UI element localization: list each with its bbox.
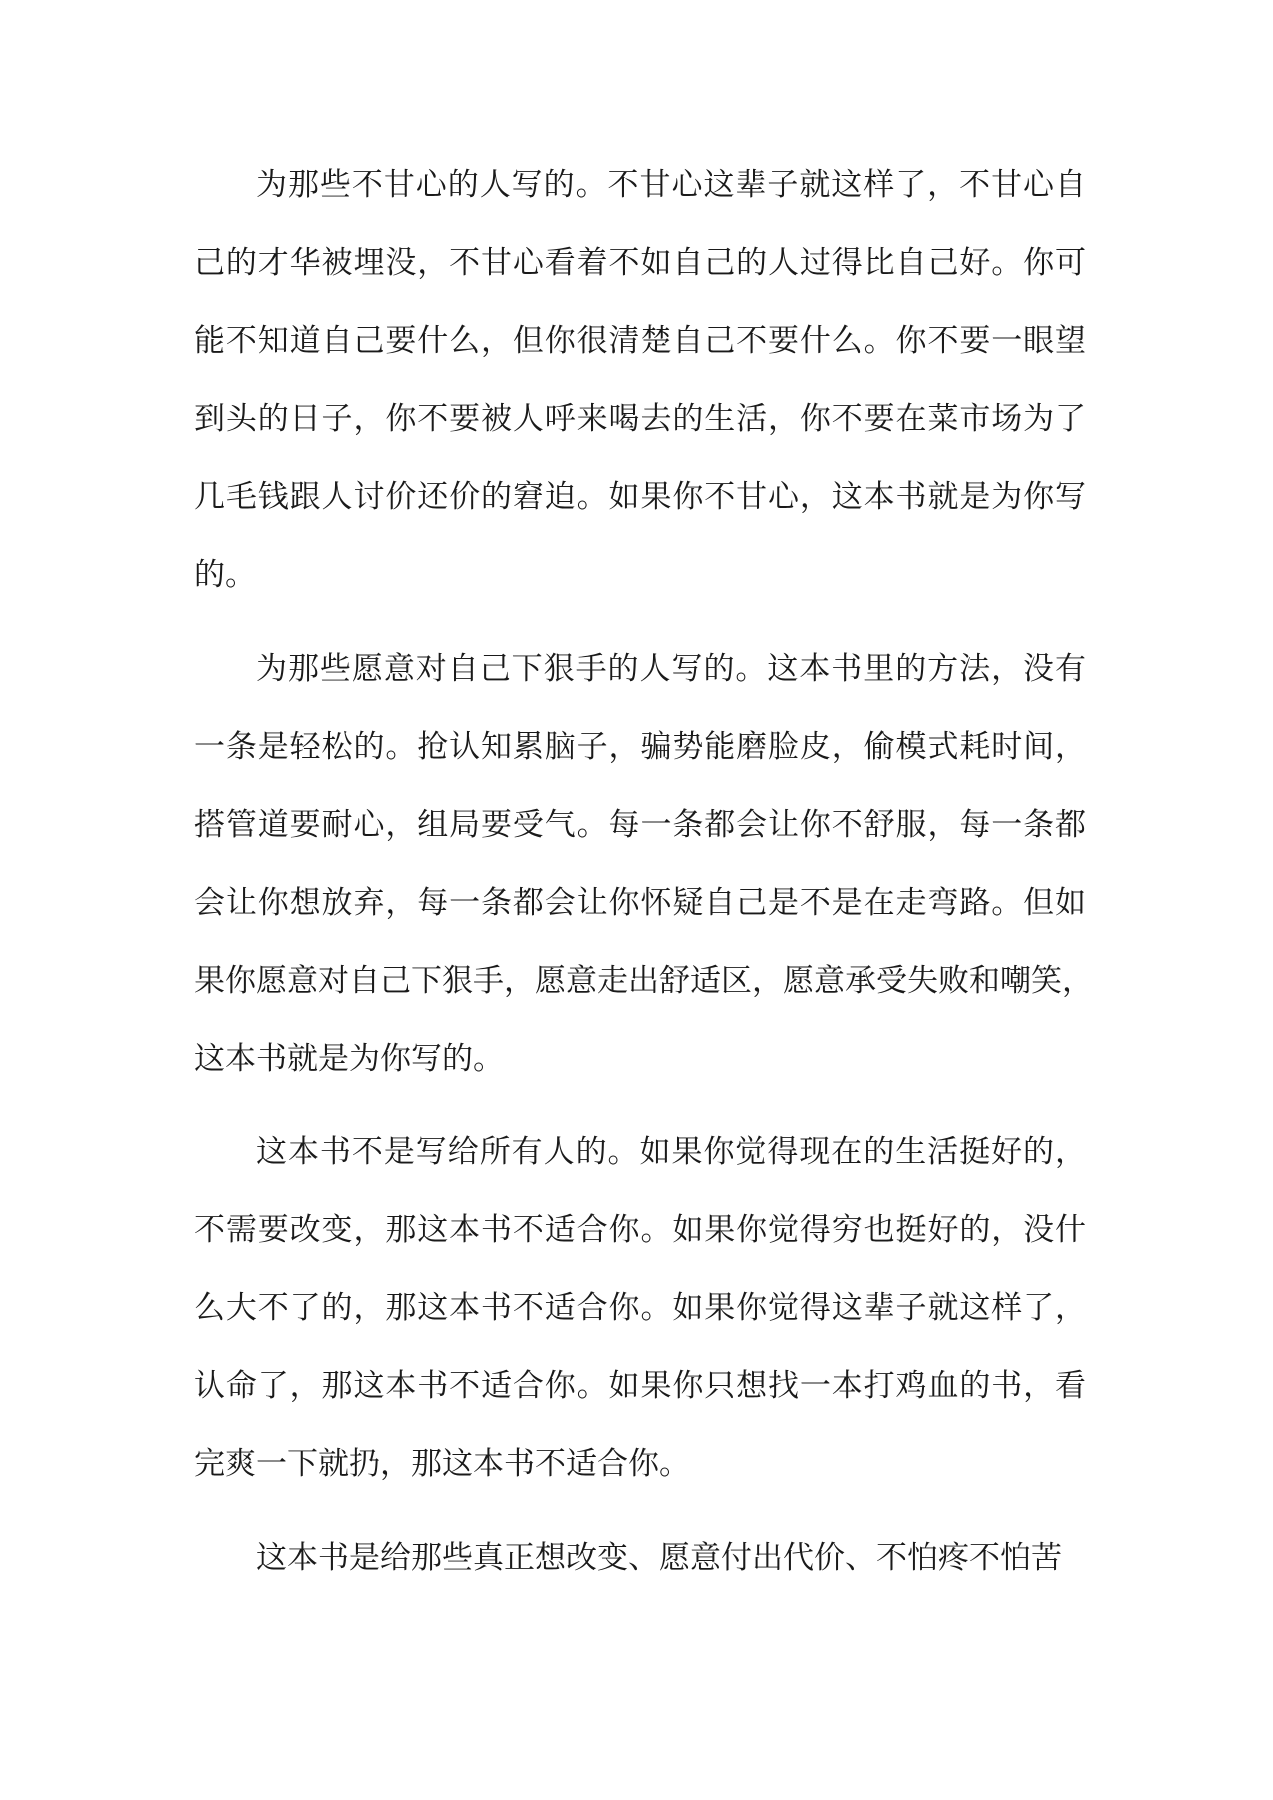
text-line: 认命了，那这本书不适合你。如果你只想找一本打鸡血的书，看 [194,1368,1086,1404]
text-line: 到头的日子，你不要被人呼来喝去的生活，你不要在菜市场为了 [194,401,1086,437]
text-line: 不需要改变，那这本书不适合你。如果你觉得穷也挺好的，没什 [194,1212,1086,1248]
text-line: 搭管道要耐心，组局要受气。每一条都会让你不舒服，每一条都 [194,806,1086,843]
text-line: 的。 [194,557,256,593]
paragraph [194,168,1086,636]
text-line: 完爽一下就扔，那这本书不适合你。 [194,1446,690,1482]
text-line: 几毛钱跟人讨价还价的窘迫。如果你不甘心，这本书就是为你写 [194,479,1086,515]
text-line: 己的才华被埋没，不甘心看着不如自己的人过得比自己好。你可 [194,245,1086,281]
paragraph [194,650,1093,1120]
text-line: 能不知道自己要什么，但你很清楚自己不要什么。你不要一眼望 [194,323,1086,359]
text-line: 么大不了的，那这本书不适合你。如果你觉得这辈子就这样了， [194,1290,1086,1326]
paragraph [194,1541,1086,1619]
text-line: 一条是轻松的。抢认知累脑子，骗势能磨脸皮，偷模式耗时间， [194,728,1086,765]
text-line: 果你愿意对自己下狠手，愿意走出舒适区，愿意承受失败和嘲笑， [194,962,1093,999]
text-line: 会让你想放弃，每一条都会让你怀疑自己是不是在走弯路。但如 [194,884,1086,921]
text-line: 这本书是给那些真正想改变、愿意付出代价、不怕疼不怕苦 [256,1539,1062,1576]
text-line: 为那些愿意对自己下狠手的人写的。这本书里的方法，没有 [256,650,1086,687]
body-text [194,167,1093,1634]
paragraph [194,1135,1086,1525]
text-line: 这本书就是为你写的。 [194,1040,504,1077]
text-line: 为那些不甘心的人写的。不甘心这辈子就这样了，不甘心自 [256,167,1086,203]
text-line: 这本书不是写给所有人的。如果你觉得现在的生活挺好的， [256,1134,1086,1170]
